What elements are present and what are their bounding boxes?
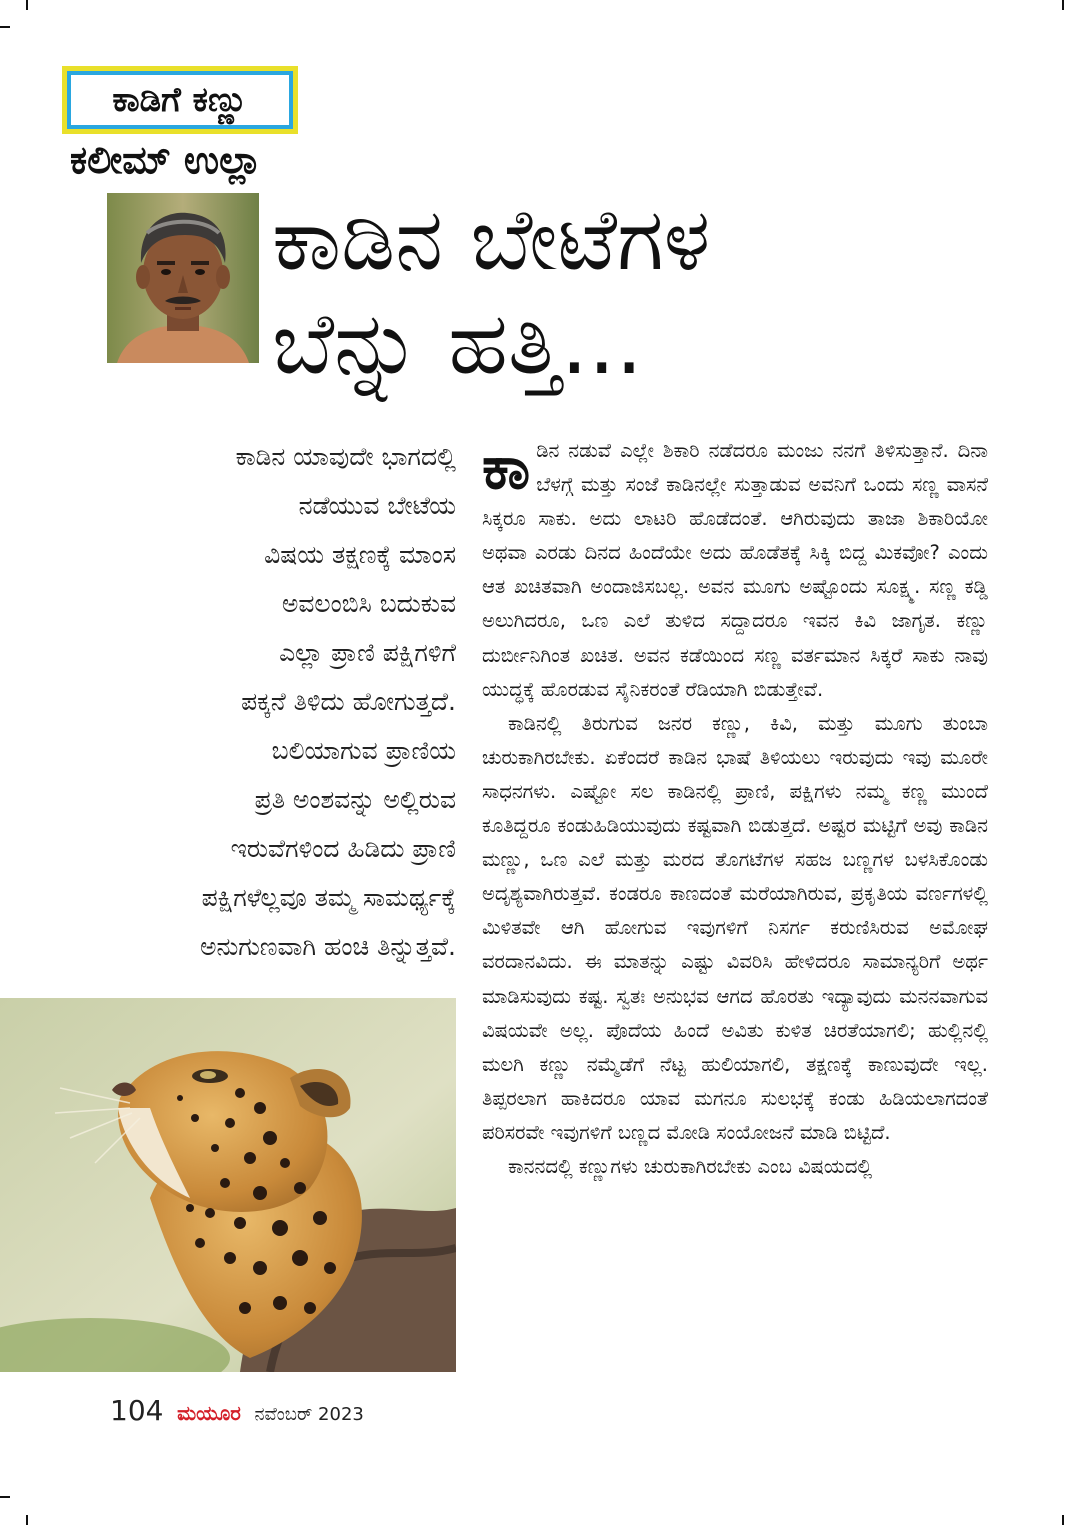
pull-quote-line: ಇರುವೆಗಳಿಂದ ಹಿಡಿದು ಪ್ರಾಣಿ <box>230 834 456 863</box>
crop-mark <box>26 1515 28 1525</box>
column-logo <box>62 66 298 134</box>
page-footer <box>110 1394 364 1427</box>
pull-quote <box>100 432 456 971</box>
pull-quote-line: ಪ್ರತಿ ಅಂಶವನ್ನು ಅಲ್ಲಿರುವ <box>254 785 456 814</box>
leopard-photo <box>0 998 456 1372</box>
author-portrait-illustration <box>107 193 259 363</box>
crop-mark <box>1062 1515 1064 1525</box>
pull-quote-line: ನಡೆಯುವ ಬೇಟೆಯ <box>298 491 456 520</box>
author-photo <box>107 193 259 363</box>
author-name: ಕಲೀಮ್ ಉಲ್ಲಾ <box>70 138 262 182</box>
headline-line-1: ಕಾಡಿನ ಬೇಟೆಗಳ <box>272 190 711 290</box>
issue-date: ನವೆಂಬರ್ 2023 <box>254 1404 364 1425</box>
paragraph-text: ಡಿನ ನಡುವೆ ಎಲ್ಲೇ ಶಿಕಾರಿ ನಡೆದರೂ ಮಂಜು ನನಗೆ ತಿಳಿಸುತ್ತಾನೆ. ದಿನಾ ಬೆಳಗ್ಗೆ ಮತ್ತು ಸಂಜೆ ಕಾಡಿನಲ್ಲೇ ಸುತ್ತಾಡುವ ಅವನಿಗೆ ಒಂದು ಸಣ್ಣ ವಾಸನೆ ಸಿಕ್ಕರೂ ಸಾಕು. ಅದು ಲಾಟರಿ ಹೊಡೆದಂತೆ. ಆಗಿರುವುದು ತಾಜಾ ಶಿಕಾರಿಯೋ ಅಥವಾ ಎರಡು ದಿನದ ಹಿಂದೆಯೇ ಅದು ಹೊಡೆತಕ್ಕೆ ಸಿಕ್ಕಿ ಬಿದ್ದ ಮಿಕವೋ? ಎಂದು ಆತ ಖಚಿತವಾಗಿ ಅಂದಾಜಿಸಬಲ್ಲ. ಅವನ ಮೂಗು ಅಷ್ಟೊಂದು ಸೂಕ್ಷ್ಮ. ಸಣ್ಣ ಕಡ್ಡಿ ಅಲುಗಿದರೂ, ಒಣ ಎಲೆ ತುಳಿದ ಸದ್ದಾದರೂ ಇವನ ಕಿವಿ ಜಾಗೃತ. ಕಣ್ಣು ದುರ್ಬೀನಿಗಿಂತ ಖಚಿತ. ಅವನ ಕಡೆಯಿಂದ ಸಣ್ಣ ವರ್ತಮಾನ ಸಿಕ್ಕರೆ ಸಾಕು ನಾವು ಯುದ್ಧಕ್ಕೆ ಹೊರಡುವ ಸೈನಿಕರಂತೆ ರೆಡಿಯಾಗಿ ಬಿಡುತ್ತೇವೆ. <box>482 439 988 701</box>
crop-mark <box>0 26 10 28</box>
page-number: 104 <box>110 1394 164 1427</box>
drop-cap: ಕಾ <box>482 433 531 503</box>
column-logo-text: ಕಾಡಿಗೆ ಕಣ್ಣು <box>67 71 293 129</box>
pull-quote-line: ಬಲಿಯಾಗುವ ಪ್ರಾಣಿಯ <box>271 736 456 765</box>
crop-mark <box>1062 0 1064 10</box>
pull-quote-line: ಕಾಡಿನ ಯಾವುದೇ ಭಾಗದಲ್ಲಿ <box>235 442 456 471</box>
article-body <box>482 434 988 1184</box>
pull-quote-line: ಎಲ್ಲಾ ಪ್ರಾಣಿ ಪಕ್ಷಿಗಳಿಗೆ <box>279 638 456 667</box>
article-paragraph: ಕಾನನದಲ್ಲಿ ಕಣ್ಣುಗಳು ಚುರುಕಾಗಿರಬೇಕು ಎಂಬ ವಿಷಯದಲ್ಲಿ <box>508 1154 873 1178</box>
pull-quote-line: ಅವಲಂಬಿಸಿ ಬದುಕುವ <box>281 589 456 618</box>
article-paragraph: ಕಾಡಿನಲ್ಲಿ ತಿರುಗುವ ಜನರ ಕಣ್ಣು, ಕಿವಿ, ಮತ್ತು ಮೂಗು ತುಂಬಾ ಚುರುಕಾಗಿರಬೇಕು. ಏಕೆಂದರೆ ಕಾಡಿನ ಭಾಷೆ ತಿಳಿಯಲು ಇರುವುದು ಇವು ಮೂರೇ ಸಾಧನಗಳು. ಎಷ್ಟೋ ಸಲ ಕಾಡಿನಲ್ಲಿ ಪ್ರಾಣಿ, ಪಕ್ಷಿಗಳು ನಮ್ಮ ಕಣ್ಣ ಮುಂದೆ ಕೂತಿದ್ದರೂ ಕಂಡುಹಿಡಿಯುವುದು ಕಷ್ಟವಾಗಿ ಬಿಡುತ್ತದೆ. ಅಷ್ಟರ ಮಟ್ಟಿಗೆ ಅವು ಕಾಡಿನ ಮಣ್ಣು, ಒಣ ಎಲೆ ಮತ್ತು ಮರದ ತೊಗಟೆಗಳ ಸಹಜ ಬಣ್ಣಗಳ ಬಳಸಿಕೊಂಡು ಅದೃಶ್ಯವಾಗಿರುತ್ತವೆ. ಕಂಡರೂ ಕಾಣದಂತೆ ಮರೆಯಾಗಿರುವ, ಪ್ರಕೃತಿಯ ವರ್ಣಗಳಲ್ಲಿ ಮಿಳಿತವೇ ಆಗಿ ಹೋಗುವ ಇವುಗಳಿಗೆ ನಿಸರ್ಗ ಕರುಣಿಸಿರುವ ಅಮೋಘ ವರದಾನವಿದು. ಈ ಮಾತನ್ನು ಎಷ್ಟು ವಿವರಿಸಿ ಹೇಳಿದರೂ ಸಾಮಾನ್ಯರಿಗೆ ಅರ್ಥ ಮಾಡಿಸುವುದು ಕಷ್ಟ. ಸ್ವತಃ ಅನುಭವ ಆಗದ ಹೊರತು ಇದ್ಯಾವುದು ಮನನವಾಗುವ ವಿಷಯವೇ ಅಲ್ಲ. ಪೊದೆಯ ಹಿಂದೆ ಅವಿತು ಕುಳಿತ ಚಿರತೆಯಾಗಲಿ; ಹುಲ್ಲಿನಲ್ಲಿ ಮಲಗಿ ಕಣ್ಣು ನಮ್ಮೆಡೆಗೆ ನೆಟ್ಟ ಹುಲಿಯಾಗಲಿ, ತಕ್ಷಣಕ್ಕೆ ಕಾಣುವುದೇ ಇಲ್ಲ. ತಿಪ್ಪರಲಾಗ ಹಾಕಿದರೂ ಯಾವ ಮಗನೂ ಸುಲಭಕ್ಕೆ ಕಂಡು ಹಿಡಿಯಲಾಗದಂತೆ ಪರಿಸರವೇ ಇವುಗಳಿಗೆ ಬಣ್ಣದ ಮೋಡಿ ಸಂಯೋಜನೆ ಮಾಡಿ ಬಿಟ್ಟಿದೆ. <box>482 711 988 1144</box>
pull-quote-line: ಪಕ್ಕನೆ ತಿಳಿದು ಹೋಗುತ್ತದೆ. <box>241 687 456 716</box>
magazine-name: ಮಯೂರ <box>177 1401 241 1425</box>
pull-quote-line: ಪಕ್ಷಿಗಳೆಲ್ಲವೂ ತಮ್ಮ ಸಾಮರ್ಥ್ಯಕ್ಕೆ <box>201 883 456 912</box>
article-headline <box>272 188 1052 396</box>
crop-mark <box>26 0 28 10</box>
pull-quote-line: ಅನುಗುಣವಾಗಿ ಹಂಚಿ ತಿನ್ನುತ್ತವೆ. <box>199 932 456 961</box>
article-paragraph <box>482 434 988 707</box>
headline-line-2: ಬೆನ್ನು ಹತ್ತಿ... <box>272 294 643 394</box>
pull-quote-line: ವಿಷಯ ತಕ್ಷಣಕ್ಕೆ ಮಾಂಸ <box>264 540 456 569</box>
crop-mark <box>0 1496 10 1498</box>
leopard-illustration <box>0 998 456 1372</box>
